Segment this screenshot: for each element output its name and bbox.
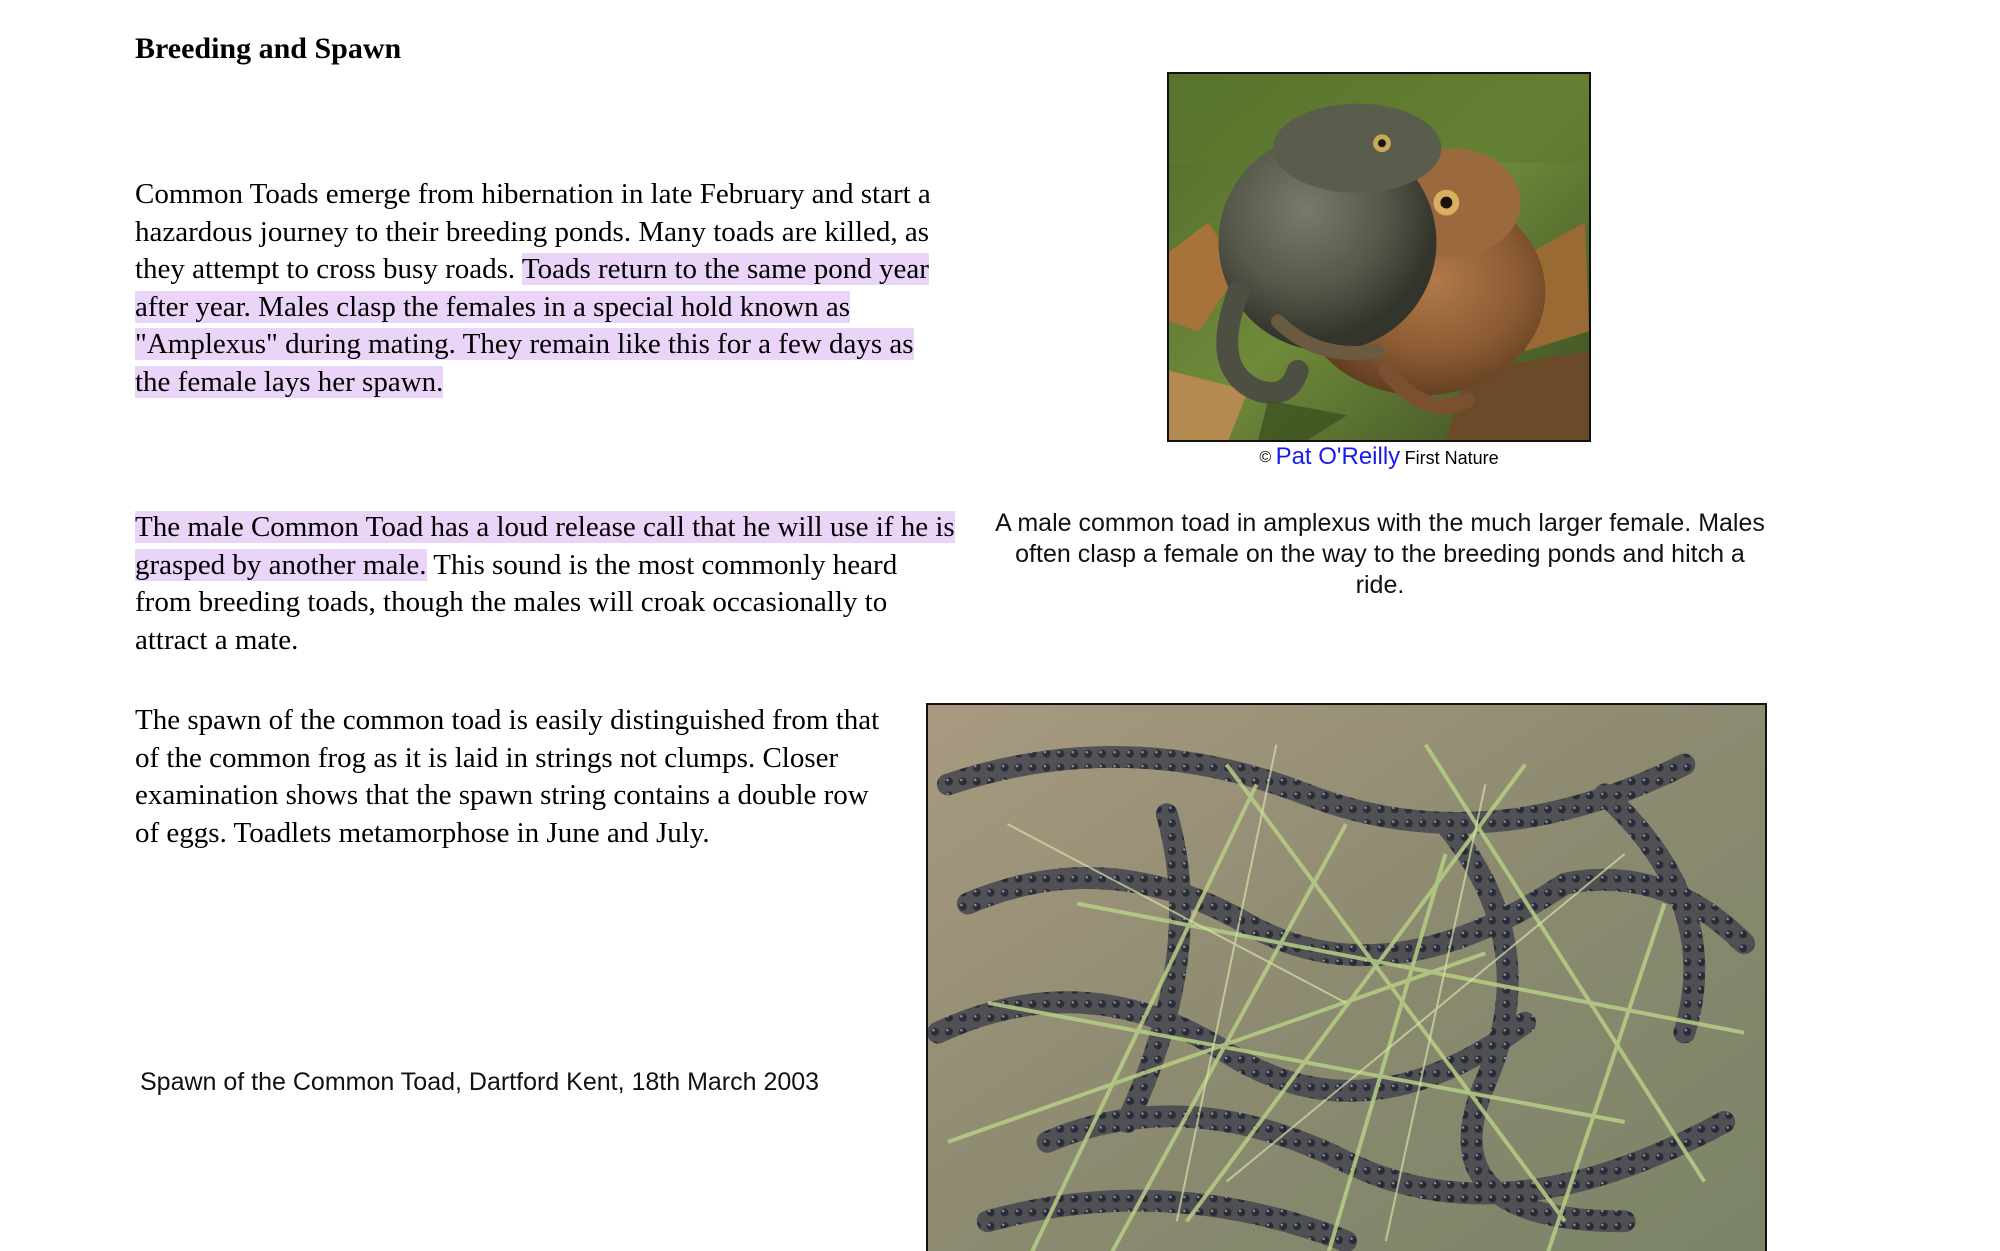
spawn-photo-caption: Spawn of the Common Toad, Dartford Kent, 18th March 2003: [140, 1068, 820, 1096]
toad-photo-caption: A male common toad in amplexus with the much larger female. Males often clasp a female on the way to the breeding ponds and hitch a ride.: [995, 509, 1765, 599]
paragraph-release-call-text: This sound is the most commonly heard from breeding toads, though the males will croak occasionally to attract a mate.: [135, 548, 898, 656]
paragraph-release-call: [135, 509, 955, 659]
toad-photo-illustration: [1169, 74, 1589, 440]
copyright-symbol: ©: [1259, 449, 1272, 466]
toad-amplexus-photo: [1167, 72, 1591, 442]
section-heading: Breeding and Spawn: [135, 32, 402, 65]
toad-spawn-photo: [926, 703, 1767, 1251]
paragraph-hibernation-text: Common Toads emerge from hibernation in late February and start a hazardous journey to their breeding ponds. Many toads are killed, as they attempt to cross busy roads.: [135, 178, 931, 285]
highlighted-text-release-call: The male Common Toad has a loud release call that he will use if he is grasped by another male.: [135, 511, 955, 581]
photo-credit: [1167, 443, 1591, 471]
spawn-photo-illustration: [928, 705, 1765, 1251]
credit-organisation: First Nature: [1404, 448, 1499, 468]
credit-author-link[interactable]: Pat O'Reilly: [1275, 443, 1401, 470]
paragraph-spawn: The spawn of the common toad is easily distinguished from that of the common frog as it is laid in strings not clumps. Closer examination shows that the spawn string contains a double row of eggs. Toadlets metamorphose in June and July.: [135, 704, 880, 849]
paragraph-hibernation: [135, 176, 955, 401]
highlighted-text-amplexus: Toads return to the same pond year after year. Males clasp the females in a special hold known as "Amplexus" during mating. They remain like this for a few days as the female lays her spawn.: [135, 253, 929, 398]
